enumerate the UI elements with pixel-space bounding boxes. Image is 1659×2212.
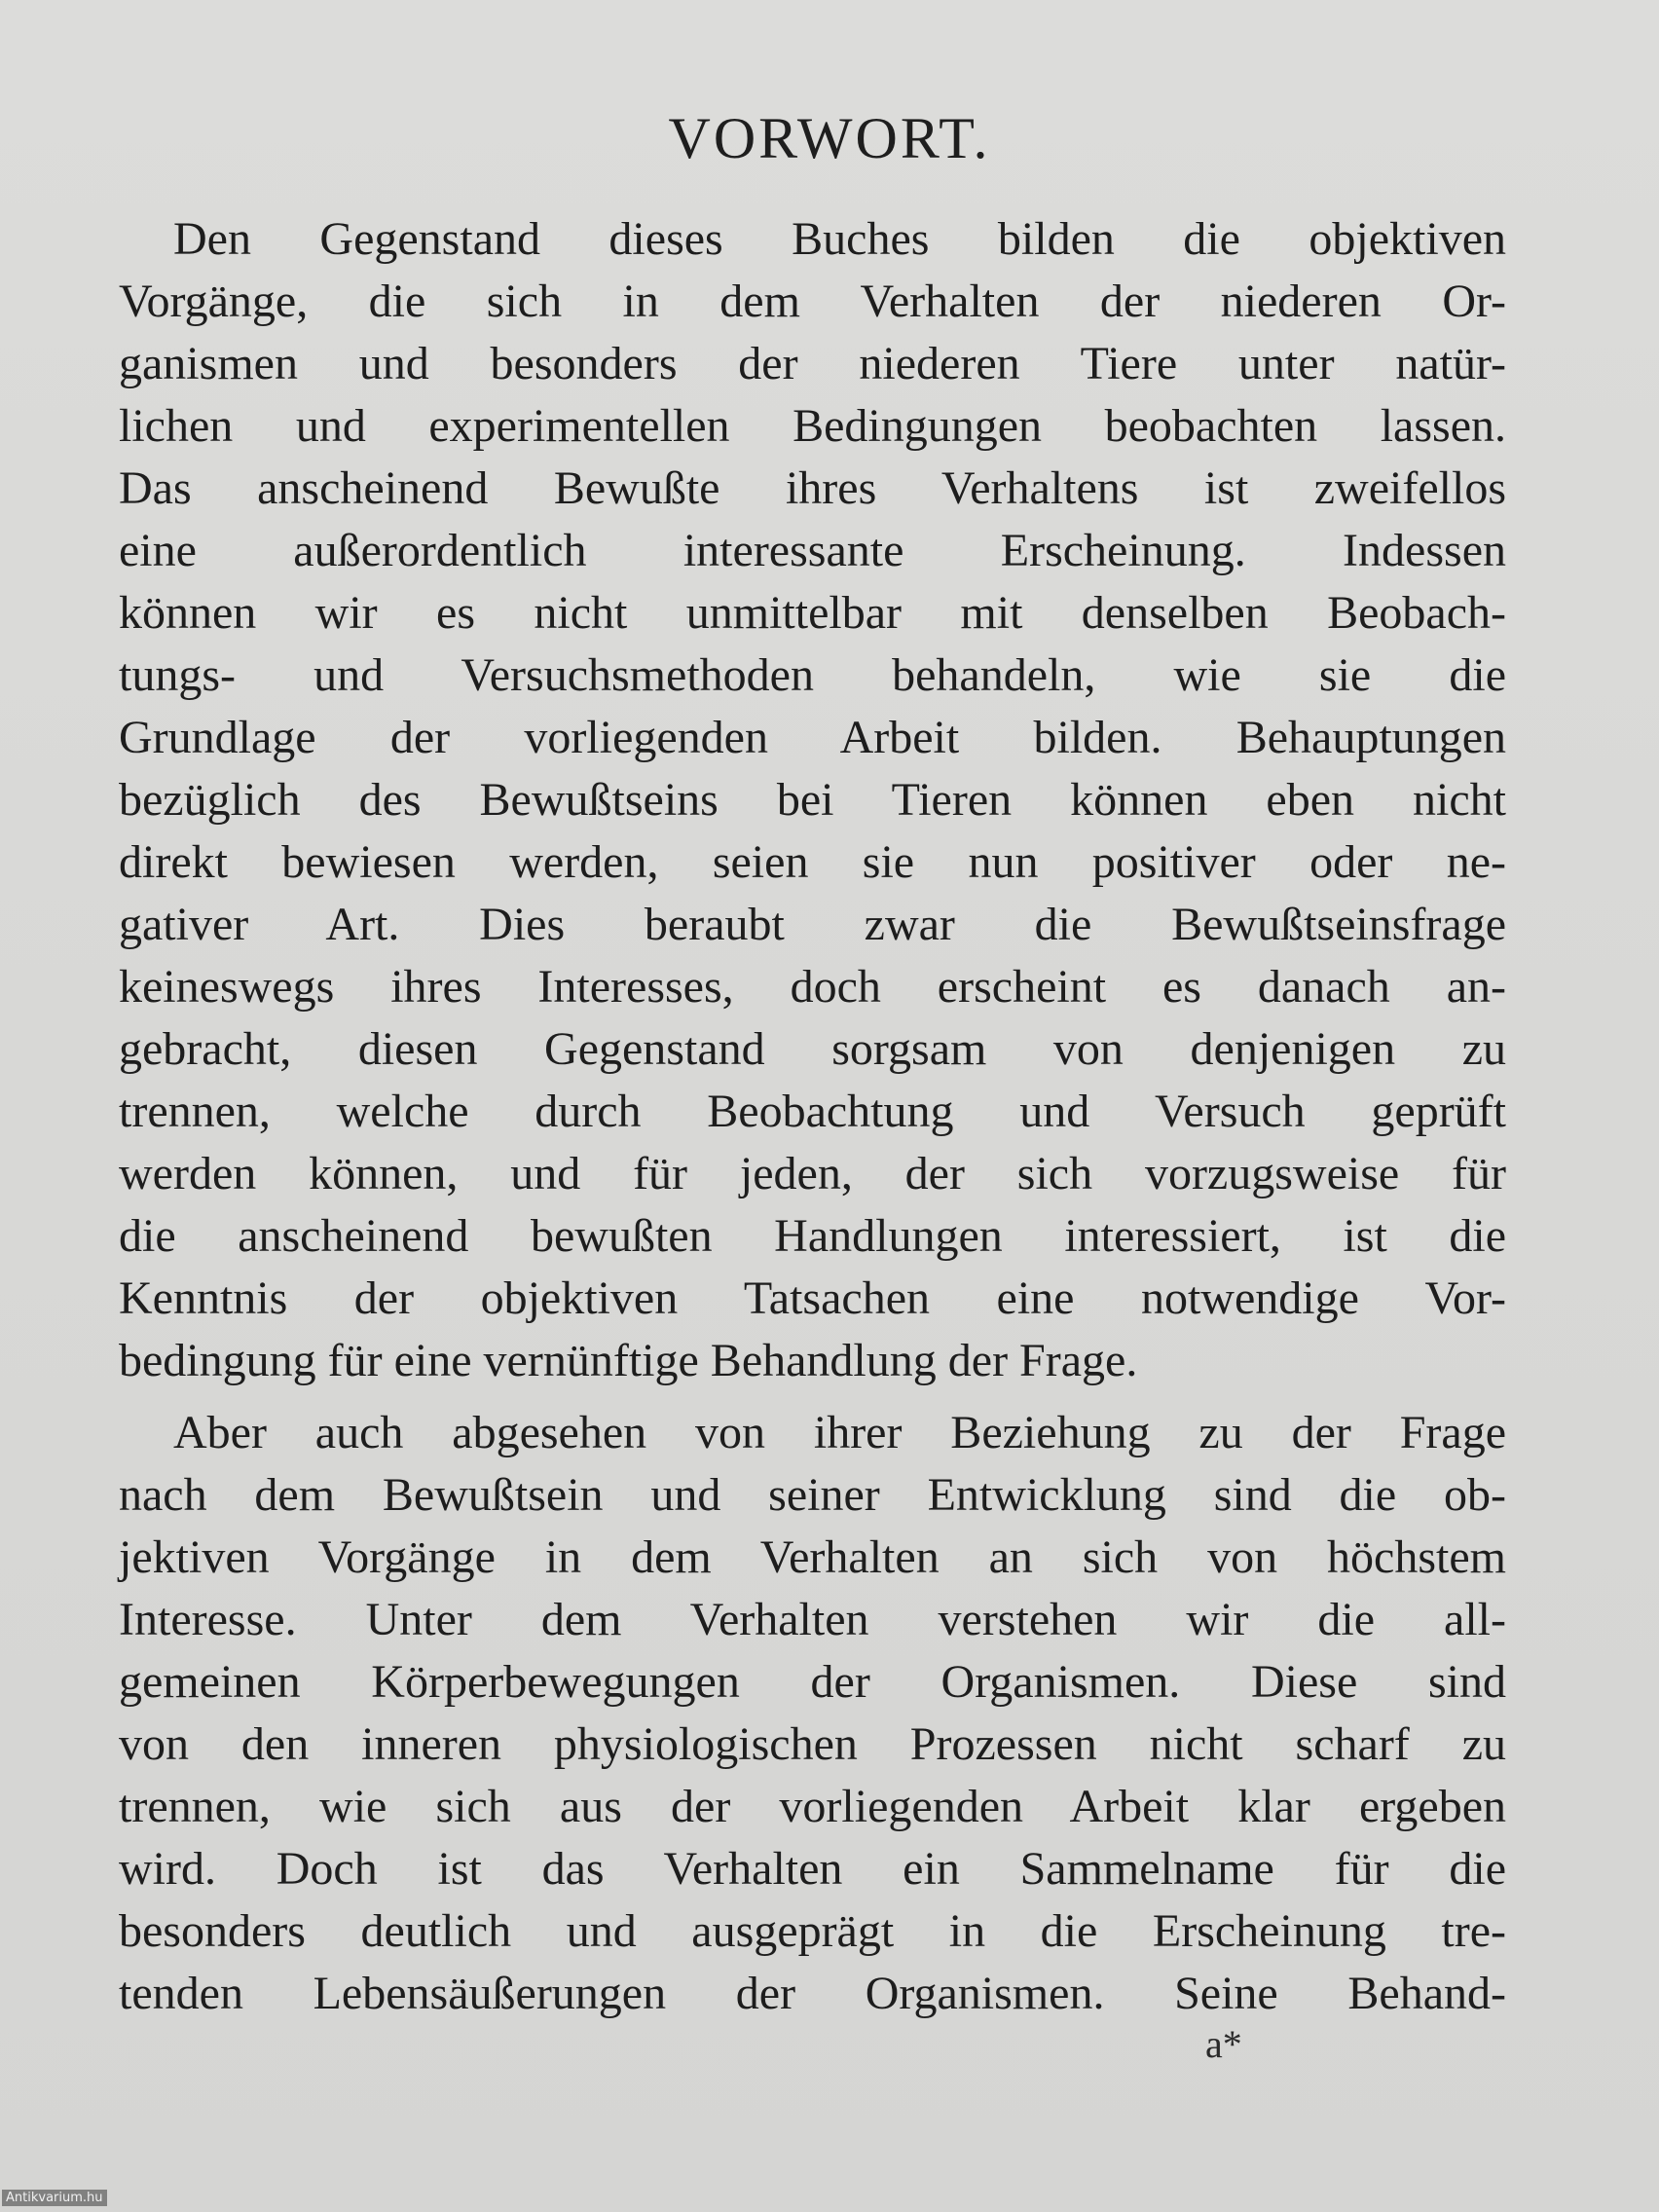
text-line: ganismen und besonders der niederen Tiere unter natür- (119, 338, 1506, 389)
text-line: Aber auch abgesehen von ihrer Beziehung zu der Frage (173, 1407, 1506, 1458)
text-line: wird. Doch ist das Verhalten ein Sammelname für die (119, 1843, 1506, 1895)
text-line: die anscheinend bewußten Handlungen interessiert, ist die (119, 1210, 1506, 1262)
signature-mark: a* (1205, 2022, 1242, 2066)
text-line: gebracht, diesen Gegenstand sorgsam von denjenigen zu (119, 1023, 1506, 1075)
text-line: bedingung für eine vernünftige Behandlung der Frage. (119, 1335, 1138, 1386)
text-line: werden können, und für jeden, der sich vorzugsweise für (119, 1148, 1506, 1199)
page-title: VORWORT. (668, 106, 991, 170)
text-line: können wir es nicht unmittelbar mit denselben Beobach- (119, 587, 1506, 639)
text-line: Grundlage der vorliegenden Arbeit bilden. Behauptungen (119, 712, 1506, 763)
watermark: Antikvarium.hu (2, 2190, 107, 2206)
text-line: eine außerordentlich interessante Erscheinung. Indessen (119, 525, 1506, 576)
text-line: gemeinen Körperbewegungen der Organismen. Diese sind (119, 1656, 1506, 1708)
text-line: trennen, wie sich aus der vorliegenden Arbeit klar ergeben (119, 1781, 1506, 1832)
text-line: tenden Lebensäußerungen der Organismen. Seine Behand- (119, 1968, 1506, 2019)
text-line: jektiven Vorgänge in dem Verhalten an sich von höchstem (119, 1531, 1506, 1583)
text-line: direkt bewiesen werden, seien sie nun positiver oder ne- (119, 836, 1506, 888)
text-line: Kenntnis der objektiven Tatsachen eine notwendige Vor- (119, 1272, 1506, 1324)
text-line: gativer Art. Dies beraubt zwar die Bewußtseinsfrage (119, 899, 1506, 950)
text-line: bezüglich des Bewußtseins bei Tieren können eben nicht (119, 774, 1506, 826)
text-line: keineswegs ihres Interesses, doch erscheint es danach an- (119, 961, 1506, 1013)
text-line: Interesse. Unter dem Verhalten verstehen wir die all- (119, 1594, 1506, 1645)
text-line: Den Gegenstand dieses Buches bilden die objektiven (173, 213, 1506, 265)
text-line: lichen und experimentellen Bedingungen beobachten lassen. (119, 400, 1506, 452)
text-line: trennen, welche durch Beobachtung und Versuch geprüft (119, 1086, 1506, 1137)
text-line: tungs- und Versuchsmethoden behandeln, wie sie die (119, 649, 1506, 701)
text-line: nach dem Bewußtsein und seiner Entwicklung sind die ob- (119, 1469, 1506, 1521)
text-line: Das anscheinend Bewußte ihres Verhaltens ist zweifellos (119, 462, 1506, 514)
text-line: von den inneren physiologischen Prozessen nicht scharf zu (119, 1718, 1506, 1770)
text-line: besonders deutlich und ausgeprägt in die Erscheinung tre- (119, 1905, 1506, 1957)
text-line: Vorgänge, die sich in dem Verhalten der niederen Or- (119, 276, 1506, 327)
